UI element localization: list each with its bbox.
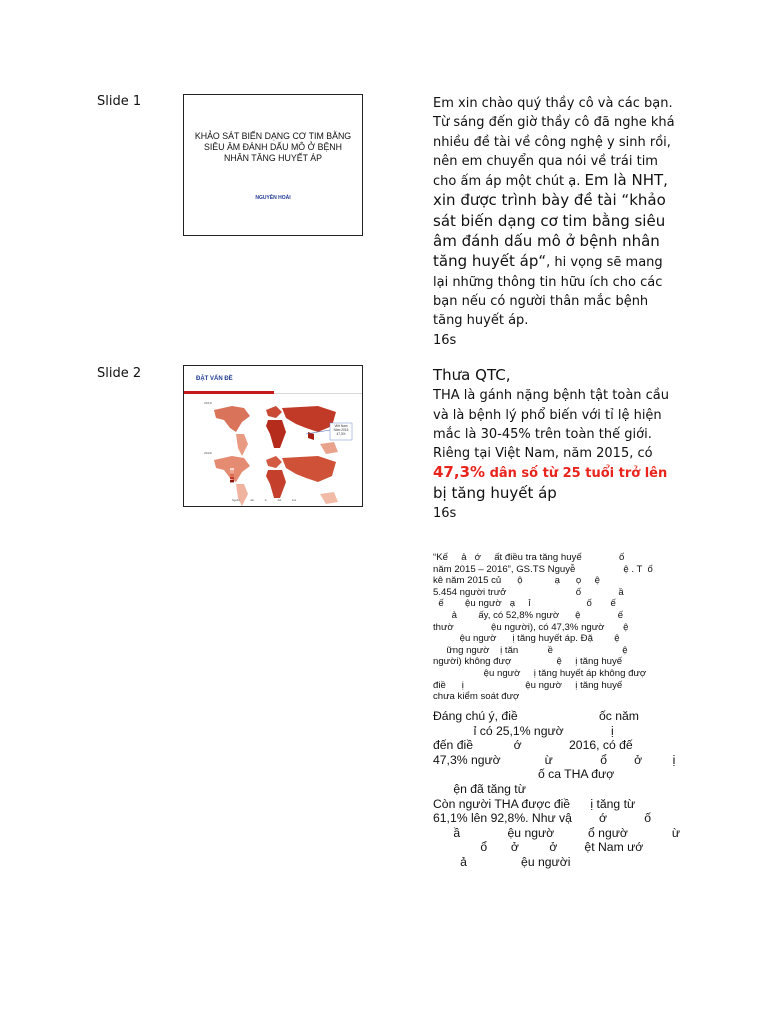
map-year-2020: 2020 <box>204 451 212 455</box>
world-prevalence-maps <box>184 366 363 507</box>
slide-1-title: KHẢO SÁT BIẾN DẠNG CƠ TIM BẰNG SIÊU ÂM ĐÁNH DẤU MÔ Ở BỆNH NHÂN TĂNG HUYẾT ÁP <box>194 131 352 163</box>
slide-2-notes-p1: THA là gánh nặng bệnh tật toàn cầu và là bệnh lý phổ biến với tỉ lệ hiện mắc là 30-45% trên toàn thế giới. Riêng tại Việt Nam, năm 2015, có <box>433 388 670 462</box>
slide-2-title: ĐẶT VẤN ĐỀ <box>196 376 233 382</box>
slide-1-notes-time: 16s <box>433 332 457 348</box>
slide-2-notes-p2: bị tăng huyết áp <box>433 483 557 502</box>
slide-2-thumbnail[interactable] <box>183 365 363 507</box>
survey-text-block-2: Đáng chú ý, điề ốc năm ỉ có 25,1% ngườ ị đến điề ớ 2016, có đế 47,3% ngườ ừ ổ ở ị ố ca THA đượ ện đã tăng từ Còn người THA được điề ị tăng từ 61,1% lên 92,8%. Như vậ ớ ố ầ ệu ngườ ổ ngườ ừ ổ ở ở ệt Nam ướ ả ệu người <box>433 709 681 869</box>
slide-1-notes <box>433 94 678 350</box>
world-map-2020 <box>204 451 338 506</box>
slide-1-label: Slide 1 <box>97 94 142 109</box>
slide-2-notes <box>433 366 683 523</box>
slide-1-author: NGUYỄN HOÀI <box>255 195 291 201</box>
slide-2-notes-time: 16s <box>433 506 457 522</box>
slide-1-notes-p3: , hi vọng sẽ mang lại những thông tin hữu ích cho các bạn nếu có người thân mắc bệnh tăng huyết áp. <box>433 255 663 329</box>
slide-2-notes-highlight-percent: 47,3% <box>433 463 486 482</box>
slide-2-notes-heading: Thưa QTC, <box>433 366 511 384</box>
world-map-2010 <box>204 401 338 456</box>
map-year-2010: 2010 <box>204 401 212 405</box>
slide-1-notes-p2: Em là NHT, xin được trình bày đề tài “khảo sát biến dạng cơ tim bằng siêu âm đánh dấu mô ở bệnh nhân tăng huyết áp“ <box>433 171 668 271</box>
slide-2-label: Slide 2 <box>97 366 142 381</box>
vietnam-callout-text: Việt Nam Năm 2015 47,3% <box>333 424 349 436</box>
slide-1-thumbnail[interactable] <box>183 94 363 236</box>
map-legend <box>230 468 234 482</box>
slide-2-footnote: Nguồn dat tu dat tuoi <box>232 499 297 502</box>
survey-text-block-1: “Kế ả ớ ất điều tra tăng huyế ố năm 2015 – 2016”, GS.TS Nguyễ ệ . T ố kê năm 2015 củ ộ ạ ọ ệ 5.454 người trưở ố ầ ế ệu ngườ ạ ỉ ố ế ả ấy, có 52,8% ngườ ệ ế thườ ệu người), có 47,3% ngườ ệ ệu ngườ ị tăng huyết áp. Đặ ệ ững ngườ ị tăn ề ệ người) không đượ ệ ị tăng huyế ệu ngườ ị tăng huyết áp không đượ điề ị ệu ngườ ị tăng huyế chưa kiểm soát đượ <box>433 552 653 703</box>
slide-1-notes-p1: Em xin chào quý thầy cô và các bạn. Từ sáng đến giờ thầy cô đã nghe khá nhiều đề tài về công nghệ y sinh rồi, nên em chuyển qua nói về trái tim cho ấm áp một chút ạ. <box>433 96 675 190</box>
slide-2-notes-highlight-population: dân số từ 25 tuổi trở lên <box>485 466 668 482</box>
